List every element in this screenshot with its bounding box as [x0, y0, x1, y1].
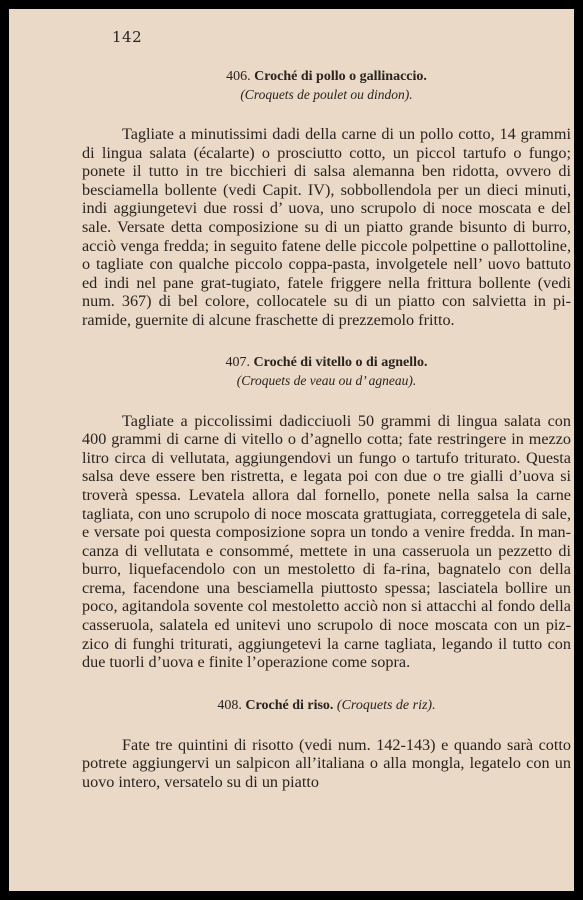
recipe-title: Croché di vitello o di agnello.: [253, 354, 428, 370]
recipe-subtitle-408: (Croquets de riz).: [336, 697, 436, 713]
recipe-number: 407.: [225, 354, 251, 370]
recipe-heading-407: [82, 353, 571, 372]
recipe-body-408: Fate tre quintini di risotto (vedi num. 142-143) e quando sarà cotto potrete aggiungervi un salpicon all’italiana o alla mongla, legatelo con un uovo intero, versatelo su di un piatto: [82, 735, 571, 792]
page-content: [82, 67, 571, 792]
recipe-heading-406: [82, 67, 571, 86]
recipe-title: Croché di pollo o gallinaccio.: [254, 69, 427, 84]
recipe-title: Croché di riso.: [245, 697, 334, 713]
recipe-subtitle-407: (Croquets de veau ou d’ agneau).: [236, 372, 417, 388]
recipe-number: 408.: [217, 697, 242, 713]
page-number: 142: [112, 28, 143, 46]
recipe-heading-408: [82, 696, 571, 715]
book-page: [9, 9, 574, 891]
recipe-subtitle-406: (Croquets de poulet ou dindon).: [240, 87, 413, 102]
recipe-number: 406.: [226, 69, 251, 84]
recipe-body-406: Tagliate a minutissimi dadi della carne di un pollo cotto, 14 grammi di lingua salata (écalarte) o prosciutto cotto, un piccol tartufo o fungo; ponete il tutto in tre bicchieri di salsa alemanna ben ridotta, ovvero di besciamella bollente (vedi Capit. IV), sobbollendola per un dieci minuti, indi aggiungetevi due rossi d’ uova, uno scrupolo di noce moscata e del sale. Versate detta composizione su di un piatto grande bisunto di burro, acciò venga fredda; in seguito fatene delle piccole polpettine o pallottoline, o tagliate con qualche piccolo coppa-pasta, involgetele nell’ uovo battuto ed indi nel pane grat-tugiato, fatele friggere nella frittura bollente (vedi num. 367) di bel colore, collocatele su di un piatto con salvietta in pi-ramide, guernite di alcune fraschette di prezzemolo fritto.: [82, 125, 571, 329]
recipe-body-407: Tagliate a piccolissimi dadicciuoli 50 grammi di lingua salata con 400 grammi di carne di vitello o d’agnello cotta; fate restringere in mezzo litro circa di vellutata, aggiungendovi un fungo o tartufo triturato. Questa salsa deve essere ben ristretta, e legata poi con due o tre gialli d’uova si troverà spessa. Levatela allora dal fornello, ponete nella salsa la carne tagliata, con uno scrupolo di noce moscata grattugiata, correggetela di sale, e versate poi questa composizione sopra un tondo a venire fredda. In man-canza di vellutata e consommé, mettete in una casseruola un pezzetto di burro, liquefacendolo con un mestoletto di fa-rina, bagnatelo con della crema, facendone una besciamella piuttosto spessa; lasciatela bollire un poco, agitandola sovente col mestoletto acciò non si attacchi al fondo della casseruola, salatela ed unitevi uno scrupolo di noce moscata con un piz-zico di funghi triturati, aggiungetevi la carne tagliata, legando il tutto con due tuorli d’uova e finite l’operazione come sopra.: [82, 411, 571, 672]
